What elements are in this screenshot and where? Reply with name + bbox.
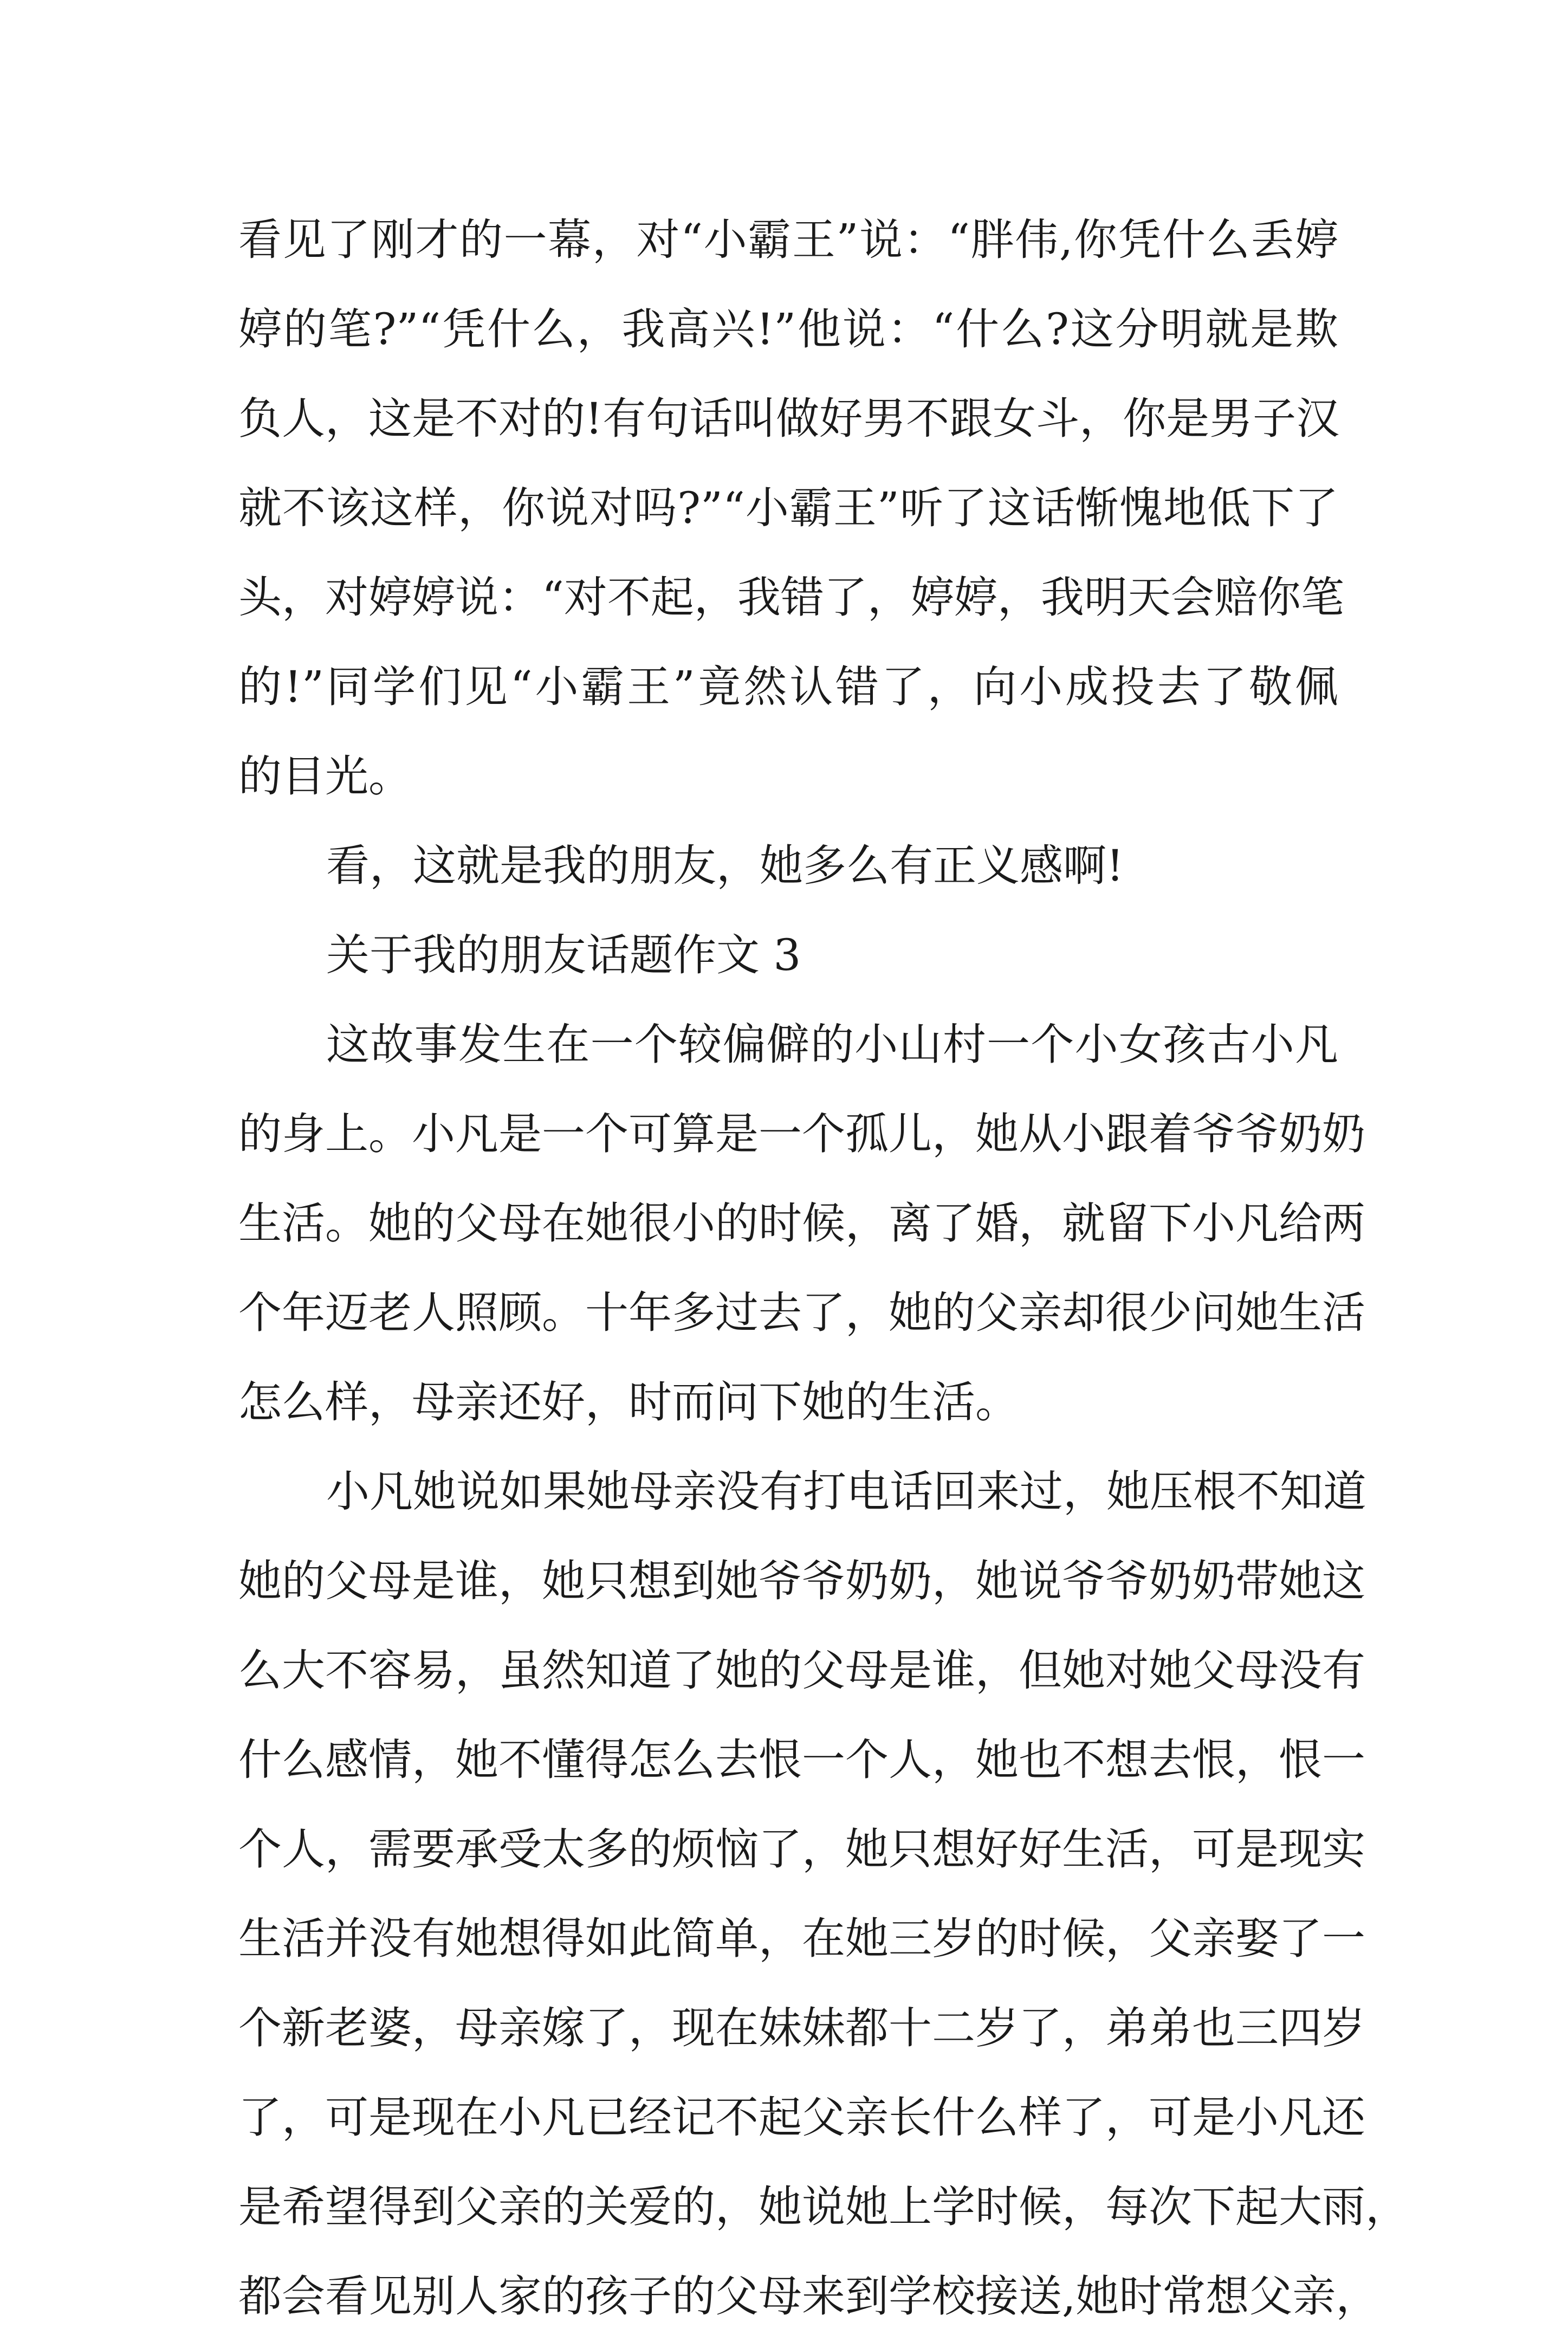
text-line-content: 看，这就是我的朋友，她多么有正义感啊! [326, 840, 1124, 891]
text-line-content: 什么感情，她不懂得怎么去恨一个人，她也不想去恨，恨一 [238, 1735, 1365, 1785]
text-line [238, 1894, 1365, 1983]
text-line [238, 2162, 1409, 2252]
text-line [238, 1357, 1338, 1447]
text-line [238, 2073, 1365, 2162]
text-line-content: 婷的笔?”“凭什么，我高兴!”他说：“什么?这分明就是欺 [238, 304, 1338, 354]
text-line-content: 看见了刚才的一幕，对“小霸王”说：“胖伟,你凭什么丢婷 [238, 215, 1338, 265]
text-line [238, 2252, 1379, 2341]
text-line [238, 732, 1338, 821]
text-line-content: 么大不容易，虽然知道了她的父母是谁，但她对她父母没有 [238, 1645, 1365, 1696]
text-line [238, 1179, 1365, 1268]
text-line-content: 的目光。 [238, 751, 412, 801]
document-body [238, 195, 1409, 2341]
text-line-content: 她的父母是谁，她只想到她爷爷奶奶，她说爷爷奶奶带她这 [238, 1556, 1365, 1606]
text-line [238, 1268, 1365, 1357]
text-line-content: 怎么样，母亲还好，时而问下她的生活。 [238, 1377, 1019, 1427]
text-line [238, 1000, 1338, 1089]
text-line-content: 这故事发生在一个较偏僻的小山村一个小女孩古小凡 [326, 1019, 1338, 1070]
text-line [238, 1089, 1365, 1179]
text-line-content: 是希望得到父亲的关爱的，她说她上学时候，每次下起大雨， [238, 2182, 1409, 2232]
text-line [238, 1626, 1365, 1715]
text-line-content: 负人，这是不对的!有句话叫做好男不跟女斗，你是男子汉 [238, 393, 1340, 444]
text-line [238, 910, 1338, 1000]
text-line-content: 就不该这样，你说对吗?”“小霸王”听了这话惭愧地低下了 [238, 483, 1338, 533]
text-line-content: 关于我的朋友话题作文 3 [326, 930, 801, 980]
text-line-content: 个新老婆，母亲嫁了，现在妹妹都十二岁了，弟弟也三四岁 [238, 2003, 1365, 2053]
text-line-content: 个人，需要承受太多的烦恼了，她只想好好生活，可是现实 [238, 1824, 1365, 1874]
text-line [238, 553, 1344, 642]
text-line [238, 195, 1338, 284]
text-line [238, 1715, 1365, 1805]
text-line-content: 生活并没有她想得如此简单，在她三岁的时候，父亲娶了一 [238, 1913, 1365, 1964]
text-line-content: 头，对婷婷说：“对不起，我错了，婷婷，我明天会赔你笔 [238, 572, 1344, 623]
text-line-content: 的!”同学们见“小霸王”竟然认错了，向小成投去了敬佩 [238, 662, 1338, 712]
text-line [238, 1983, 1365, 2073]
text-line-content: 都会看见别人家的孩子的父母来到学校接送,她时常想父亲， [238, 2271, 1379, 2321]
text-line [238, 284, 1338, 374]
text-line [238, 1536, 1365, 1626]
text-line [238, 1805, 1365, 1894]
text-line-content: 的身上。小凡是一个可算是一个孤儿，她从小跟着爷爷奶奶 [238, 1109, 1365, 1159]
text-line-content: 小凡她说如果她母亲没有打电话回来过，她压根不知道 [326, 1466, 1366, 1517]
text-line [238, 1447, 1366, 1536]
text-line-content: 个年迈老人照顾。十年多过去了，她的父亲却很少问她生活 [238, 1288, 1365, 1338]
text-line [238, 463, 1338, 553]
text-line [238, 374, 1338, 463]
text-line [238, 821, 1338, 910]
text-line [238, 642, 1338, 732]
text-line-content: 了，可是现在小凡已经记不起父亲长什么样了，可是小凡还 [238, 2092, 1365, 2143]
text-line-content: 生活。她的父母在她很小的时候，离了婚，就留下小凡给两 [238, 1198, 1365, 1249]
